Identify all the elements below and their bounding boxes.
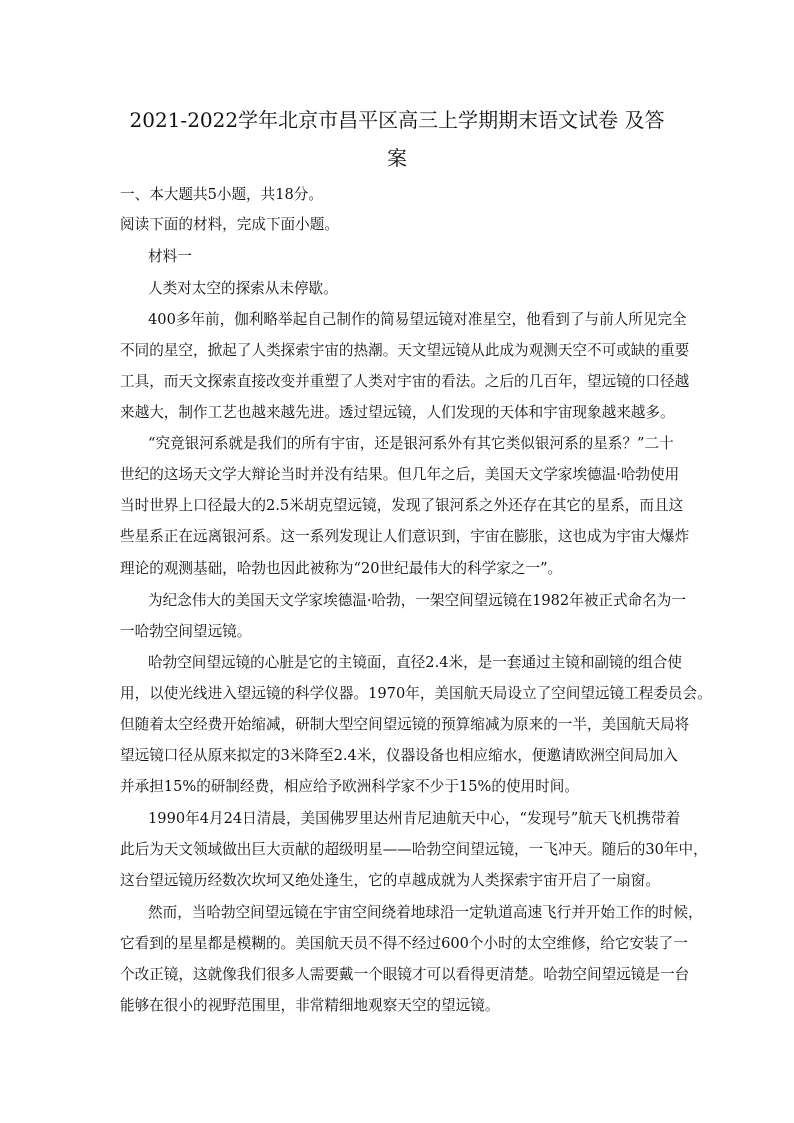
paragraph-line: 望远镜口径从原来拟定的3米降至2.4米，仪器设备也相应缩水，便邀请欧洲空间局加入 <box>120 747 678 764</box>
document-title-continued: 案 <box>387 146 407 170</box>
paragraph-line: 能够在很小的视野范围里，非常精细地观察天空的望远镜。 <box>120 997 500 1014</box>
paragraph-line: 这台望远镜历经数次坎坷又绝处逢生，它的卓越成就为人类探索宇宙开启了一扇窗。 <box>120 872 660 889</box>
paragraph-line: 不同的星空，掀起了人类探索宇宙的热潮。天文望远镜从此成为观测天空不可或缺的重要 <box>120 342 690 359</box>
paragraph-line: 当时世界上口径最大的2.5米胡克望远镜，发现了银河系之外还存在其它的星系，而且这 <box>120 497 684 514</box>
paragraph-line: 400多年前，伽利略举起自己制作的简易望远镜对准星空，他看到了与前人所见完全 <box>148 311 687 328</box>
paragraph-line: 1990年4月24日清晨，美国佛罗里达州肯尼迪航天中心，“发现号”航天飞机携带着 <box>148 810 681 827</box>
paragraph-line: 个改正镜，这就像我们很多人需要戴一个眼镜才可以看得更清楚。哈勃空间望远镜是一台 <box>120 966 690 983</box>
paragraph-line: 此后为天文领域做出巨大贡献的超级明星——哈勃空间望远镜，一飞冲天。随后的30年中， <box>120 841 708 858</box>
paragraph-line: 些星系正在远离银河系。这一系列发现让人们意识到，宇宙在膨胀，这也成为宇宙大爆炸 <box>120 528 690 545</box>
paragraph-line: 哈勃空间望远镜的心脏是它的主镜面，直径2.4米，是一套通过主镜和副镜的组合使 <box>148 654 682 671</box>
paragraph-line: “究竟银河系就是我们的所有宇宙，还是银河系外有其它类似银河系的星系？”二十 <box>148 435 674 452</box>
paragraph-line: 并承担15%的研制经费，相应给予欧洲科学家不少于15%的使用时间。 <box>120 778 579 795</box>
section-heading: 一、本大题共5小题，共18分。 <box>120 186 323 203</box>
paragraph-line: 但随着太空经费开始缩减，研制大型空间望远镜的预算缩减为原来的一半，美国航天局将 <box>120 716 690 733</box>
paragraph-line: 它看到的星星都是模糊的。美国航天员不得不经过600个小时的太空维修，给它安装了一 <box>120 935 688 952</box>
paragraph-line: 为纪念伟大的美国天文学家埃德温·哈勃，一架空间望远镜在1982年被正式命名为一 <box>148 592 686 609</box>
paragraph-line: 一哈勃空间望远镜。 <box>120 623 252 640</box>
instruction: 阅读下面的材料，完成下面小题。 <box>120 216 339 233</box>
paragraph-line: 用，以使光线进入望远镜的科学仪器。1970年，美国航天局设立了空间望远镜工程委员会。 <box>120 685 712 702</box>
paragraph-line: 世纪的这场天文学大辩论当时并没有结果。但几年之后，美国天文学家埃德温·哈勃使用 <box>120 466 680 483</box>
document-title: 2021-2022学年北京市昌平区高三上学期期末语文试卷 及答 <box>129 108 665 132</box>
paragraph-line: 理论的观测基础，哈勃也因此被称为“20世纪最伟大的科学家之一”。 <box>120 560 563 577</box>
paragraph-line: 工具，而天文探索直接改变并重塑了人类对宇宙的看法。之后的几百年，望远镜的口径越 <box>120 373 690 390</box>
paragraph-line: 然而，当哈勃空间望远镜在宇宙空间绕着地球沿一定轨道高速飞行并开始工作的时候， <box>148 904 703 921</box>
material-label: 材料一 <box>148 248 192 265</box>
paragraph-line: 人类对太空的探索从未停歇。 <box>148 280 338 297</box>
paragraph-line: 来越大，制作工艺也越来越先进。透过望远镜，人们发现的天体和宇宙现象越来越多。 <box>120 404 675 421</box>
